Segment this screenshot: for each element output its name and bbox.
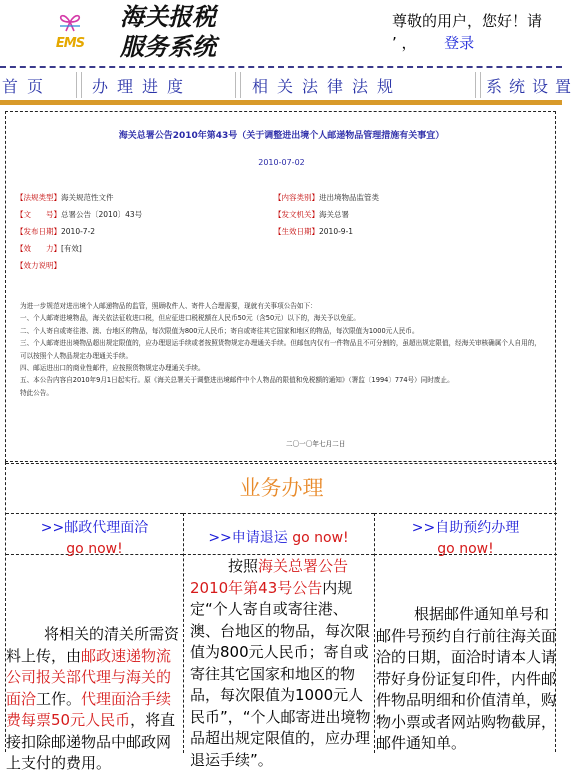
notice-paragraph: 四、邮运进出口的商业性邮件，应按照货物规定办理通关手续。 [20, 364, 205, 373]
nav-separator [475, 72, 481, 98]
notice-paragraph: 可以按照个人物品规定办理通关手续。 [20, 351, 133, 360]
notice-paragraph: 二、个人寄自或寄往港、澳、台地区的物品，每次限值为800元人民币；寄自或寄往其它国家和地区的物品，每次限值为1000元人民币。 [20, 326, 419, 335]
notice-sign-date: 二〇一〇年七月二日 [286, 440, 346, 448]
nav-home[interactable]: 首页 [2, 77, 53, 96]
business-title: 业务办理 [6, 463, 557, 513]
notice-paragraph: 三、个人邮寄进出境物品超出规定限值的，应办理退运手续或者按照货物规定办理通关手续。但邮包内仅有一件物品且不可分割的，虽超出规定限值，经海关审核确属个人自用的， [20, 339, 541, 348]
meta-validity: 【效 力】[有效] [16, 244, 82, 253]
notice-date: 2010-07-02 [258, 158, 305, 167]
nav-separator [235, 72, 241, 98]
meta-issuer: 【发文机关】海关总署 [274, 210, 349, 219]
self-booking-description: 根据邮件通知单号和邮件号预约自行前往海关面洽的日期，面洽时请本人请带好身份证复印件，内件邮件物品明细和价值清单，购物小票或者网站购物截屏，邮件通知单。 [376, 605, 557, 752]
system-title-line1: 海关报税 [120, 2, 216, 31]
login-link[interactable]: 登录 [444, 34, 475, 52]
business-section [5, 462, 557, 772]
meta-publish-date: 【发布日期】2010-7-2 [16, 227, 96, 236]
meta-doc-number: 【文 号】总署公告〔2010〕43号 [16, 210, 143, 219]
return-apply-link[interactable]: >>申请退运 go now! [183, 513, 374, 555]
meta-effective-date: 【生效日期】2010-9-1 [274, 227, 354, 236]
notice-paragraph: 一、个人邮寄进境物品，海关依法征收进口税，但应征进口税税额在人民币50元（含50元）以下的，海关予以免征。 [20, 314, 360, 323]
nav-progress[interactable]: 办理进度 [92, 77, 193, 96]
notice-body [20, 300, 544, 399]
main-nav [0, 66, 578, 102]
header [0, 0, 562, 66]
meta-validity-note: 【效力说明】 [16, 261, 61, 270]
meta-category: 【内容类别】进出境物品监管类 [274, 193, 379, 202]
ems-logo[interactable] [46, 10, 94, 56]
nav-settings[interactable]: 系统设置 [486, 77, 578, 96]
gift-bow-icon [58, 10, 82, 32]
system-title [120, 2, 216, 62]
postal-agent-description: 将相关的清关所需资料上传，由邮政速递物流公司报关部代理与海关的面洽工作。代理面洽手续费每票50元人民币，将直接扣除邮递物品中邮政网上支付的费用。 [6, 625, 180, 772]
notice-paragraph: 为进一步规范对进出境个人邮递物品的监管，照顾收件人、寄件人合理需要，现就有关事项公告如下： [20, 302, 317, 310]
return-apply-description: 按照海关总署公告2010年第43号公告内规定“个人寄自或寄往港、澳、台地区的物品，每次限值为800元人民币；寄自或寄往其它国家和地区的物品，每次限值为1000元人民币”，“个人邮寄进出境物品超出规定限值的，应办理退运手续”。 [190, 557, 371, 769]
system-title-line2: 服务系统 [120, 32, 216, 61]
nav-underline-bar [0, 100, 562, 105]
notice-paragraph: 特此公告。 [20, 388, 53, 397]
self-booking-link[interactable]: >>自助预约办理 go now! [374, 513, 557, 555]
user-greeting [392, 10, 562, 54]
notice-panel [5, 111, 556, 462]
greeting-punct: ’ ， [392, 34, 417, 52]
nav-separator [76, 72, 82, 98]
notice-paragraph: 五、本公告内容自2010年9月1日起实行。原《海关总署关于调整进出境邮件中个人物品的限值和免税额的通知》（署监〔1994〕774号）同时废止。 [20, 376, 454, 385]
postal-agent-link[interactable]: >>邮政代理面洽 go now! [6, 513, 183, 555]
greeting-text: 尊敬的用户，您好！请 [392, 12, 543, 30]
nav-laws[interactable]: 相关法律法规 [252, 77, 403, 96]
notice-title[interactable]: 海关总署公告2010年第43号（关于调整进出境个人邮递物品管理措施有关事宜） [118, 131, 445, 141]
ems-logo-text: EMS [55, 36, 85, 51]
meta-type: 【法规类型】海关规范性文件 [16, 193, 114, 202]
